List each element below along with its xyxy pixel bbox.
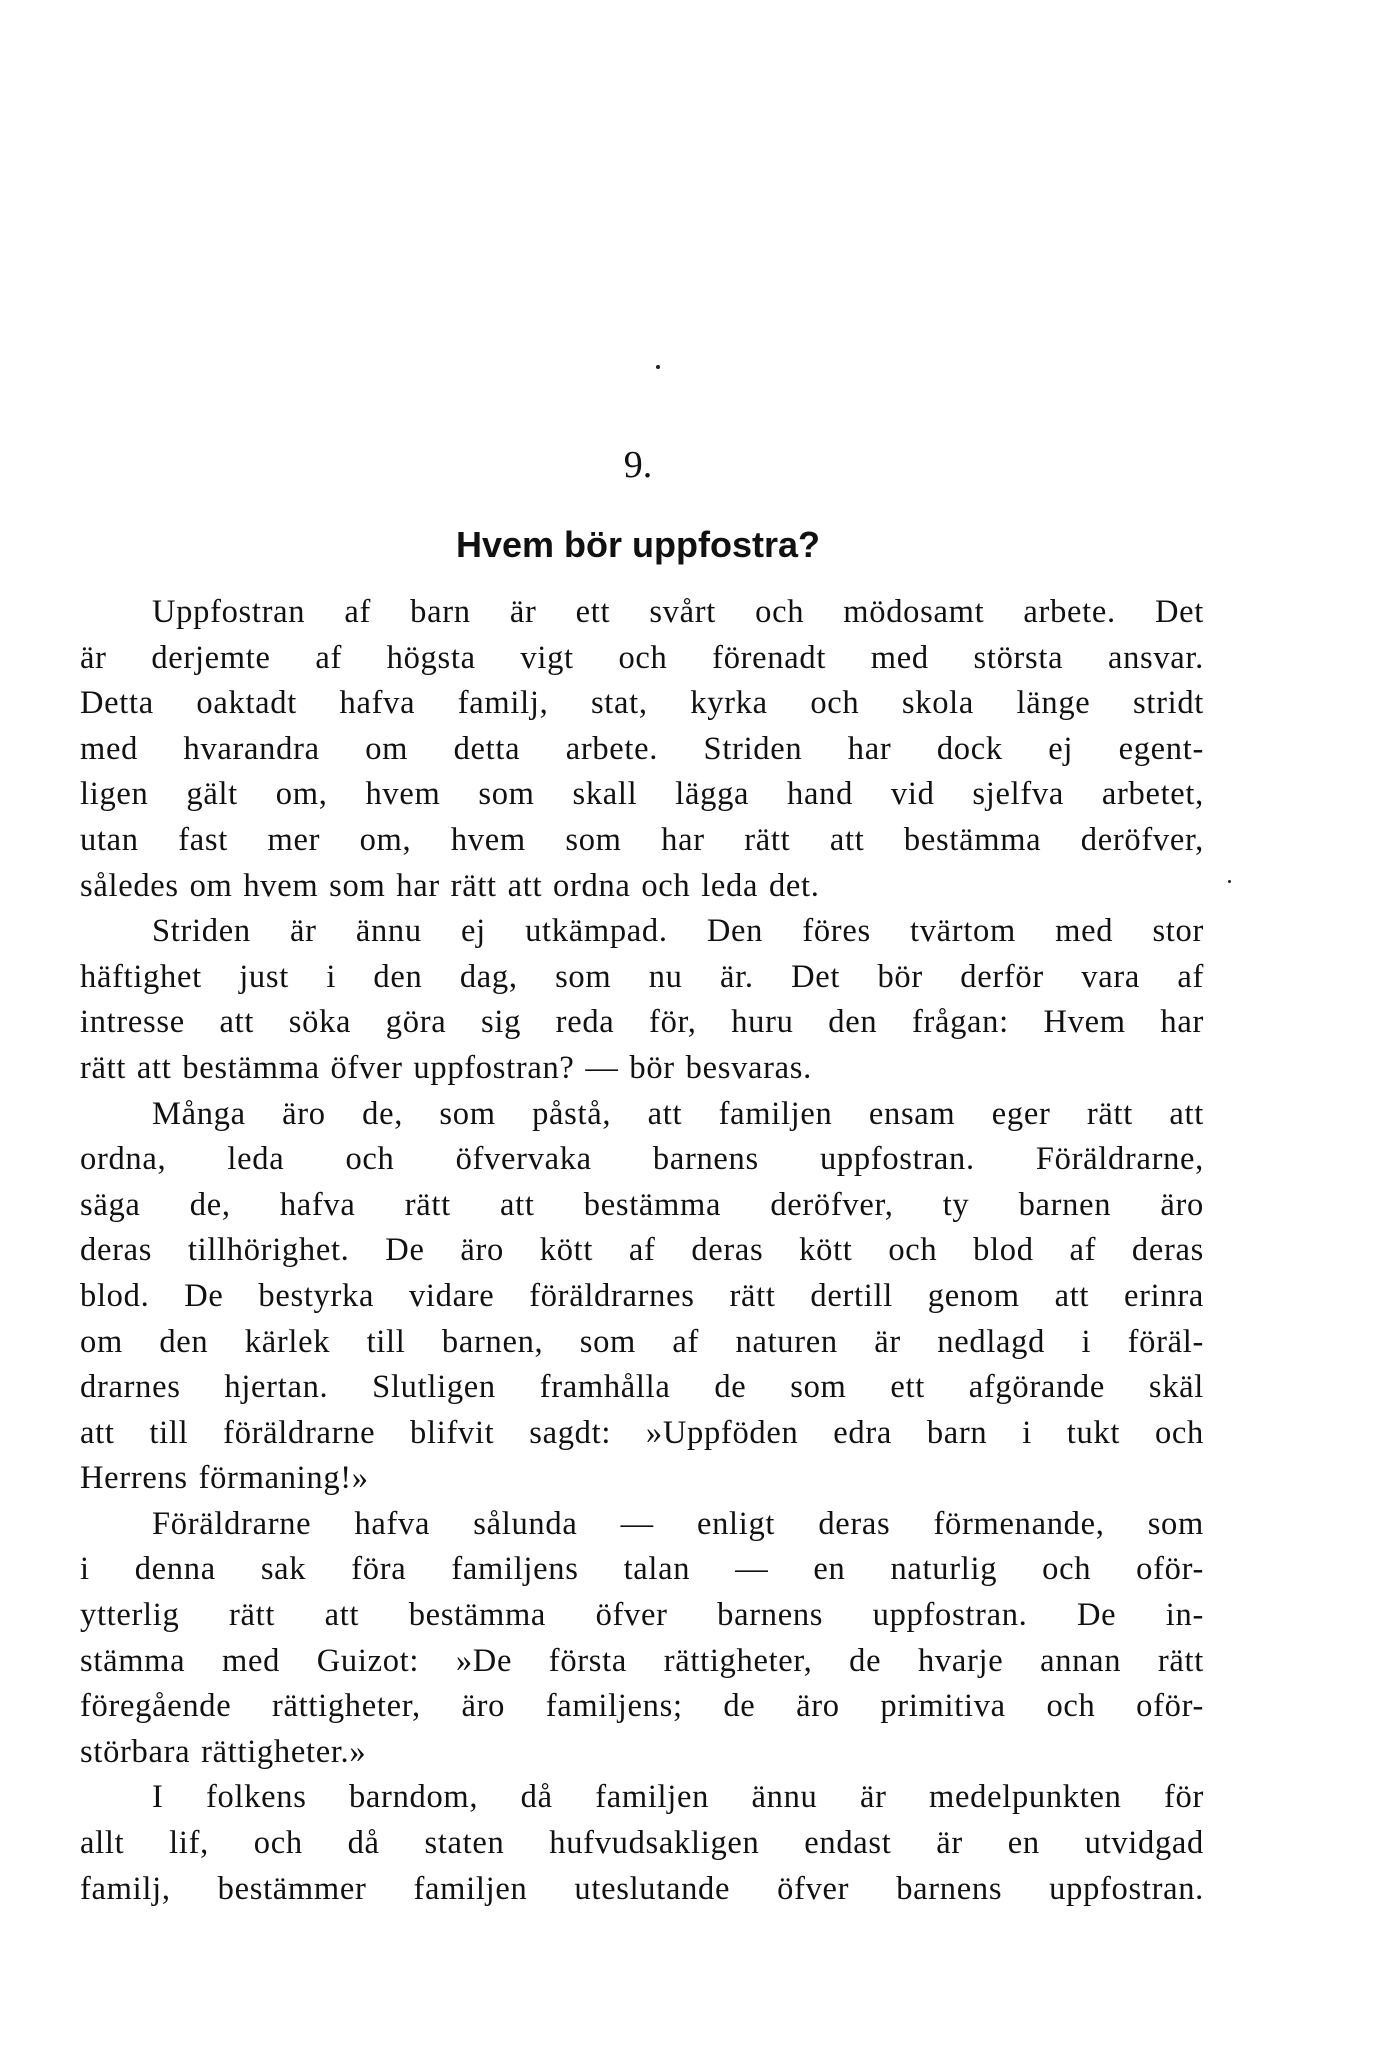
text-line: är derjemte af högsta vigt och förenadt med största ansvar.	[80, 639, 1204, 676]
chapter-title: Hvem bör uppfostra?	[455, 524, 821, 565]
paragraph	[80, 1092, 1204, 1502]
text-line: ytterlig rätt att bestämma öfver barnens uppfostran. De in-	[80, 1597, 1204, 1634]
text-line: säga de, hafva rätt att bestämma deröfver, ty barnen äro	[80, 1186, 1204, 1223]
text-line: drarnes hjertan. Slutligen framhålla de som ett afgörande skäl	[80, 1369, 1204, 1406]
print-speck	[656, 365, 660, 369]
text-line: således om hvem som har rätt att ordna och leda det.	[80, 867, 820, 904]
text-line: Många äro de, som påstå, att familjen ensam eger rätt att	[152, 1095, 1204, 1132]
text-line: med hvarandra om detta arbete. Striden har dock ej egent-	[80, 730, 1204, 767]
chapter-number: 9.	[623, 444, 653, 486]
text-line: rätt att bestämma öfver uppfostran? — bör besvaras.	[80, 1049, 812, 1086]
text-line: Detta oaktadt hafva familj, stat, kyrka och skola länge stridt	[80, 685, 1204, 722]
text-line: häftighet just i den dag, som nu är. Det bör derför vara af	[80, 958, 1204, 995]
text-line: Uppfostran af barn är ett svårt och mödosamt arbete. Det	[152, 594, 1204, 630]
text-line: familj, bestämmer familjen uteslutande öfver barnens uppfostran.	[80, 1870, 1204, 1907]
text-line: i denna sak föra familjens talan — en naturlig och oför-	[80, 1551, 1204, 1588]
text-line: Föräldrarne hafva sålunda — enligt deras förmenande, som	[152, 1505, 1204, 1542]
paragraph	[80, 909, 1204, 1091]
text-line: störbara rättigheter.»	[80, 1733, 367, 1770]
text-line: ordna, leda och öfvervaka barnens uppfostran. Föräldrarne,	[80, 1141, 1204, 1178]
text-line: stämma med Guizot: »De första rättigheter, de hvarje annan rätt	[80, 1642, 1204, 1679]
paragraph	[80, 1775, 1204, 1912]
text-line: Striden är ännu ej utkämpad. Den föres tvärtom med stor	[152, 913, 1204, 950]
text-line: blod. De bestyrka vidare föräldrarnes rätt dertill genom att erinra	[80, 1277, 1204, 1314]
text-line: föregående rättigheter, äro familjens; de äro primitiva och oför-	[80, 1688, 1204, 1725]
text-line: Herrens förmaning!»	[80, 1460, 369, 1497]
text-line: att till föräldrarne blifvit sagdt: »Uppföden edra barn i tukt och	[80, 1414, 1204, 1451]
text-line: intresse att söka göra sig reda för, huru den frågan: Hvem har	[80, 1004, 1204, 1041]
body-text	[80, 590, 1204, 1912]
text-line: ligen gält om, hvem som skall lägga hand vid sjelfva arbetet,	[80, 776, 1204, 813]
text-line: allt lif, och då staten hufvudsakligen endast är en utvidgad	[80, 1825, 1204, 1862]
paragraph	[80, 1502, 1204, 1776]
text-line: utan fast mer om, hvem som har rätt att bestämma deröfver,	[80, 821, 1204, 858]
text-line: I folkens barndom, då familjen ännu är medelpunkten för	[152, 1779, 1204, 1816]
print-speck	[1228, 880, 1231, 883]
paragraph	[80, 590, 1204, 909]
text-line: om den kärlek till barnen, som af naturen är nedlagd i föräl-	[80, 1323, 1204, 1360]
text-line: deras tillhörighet. De äro kött af deras kött och blod af deras	[80, 1232, 1204, 1269]
